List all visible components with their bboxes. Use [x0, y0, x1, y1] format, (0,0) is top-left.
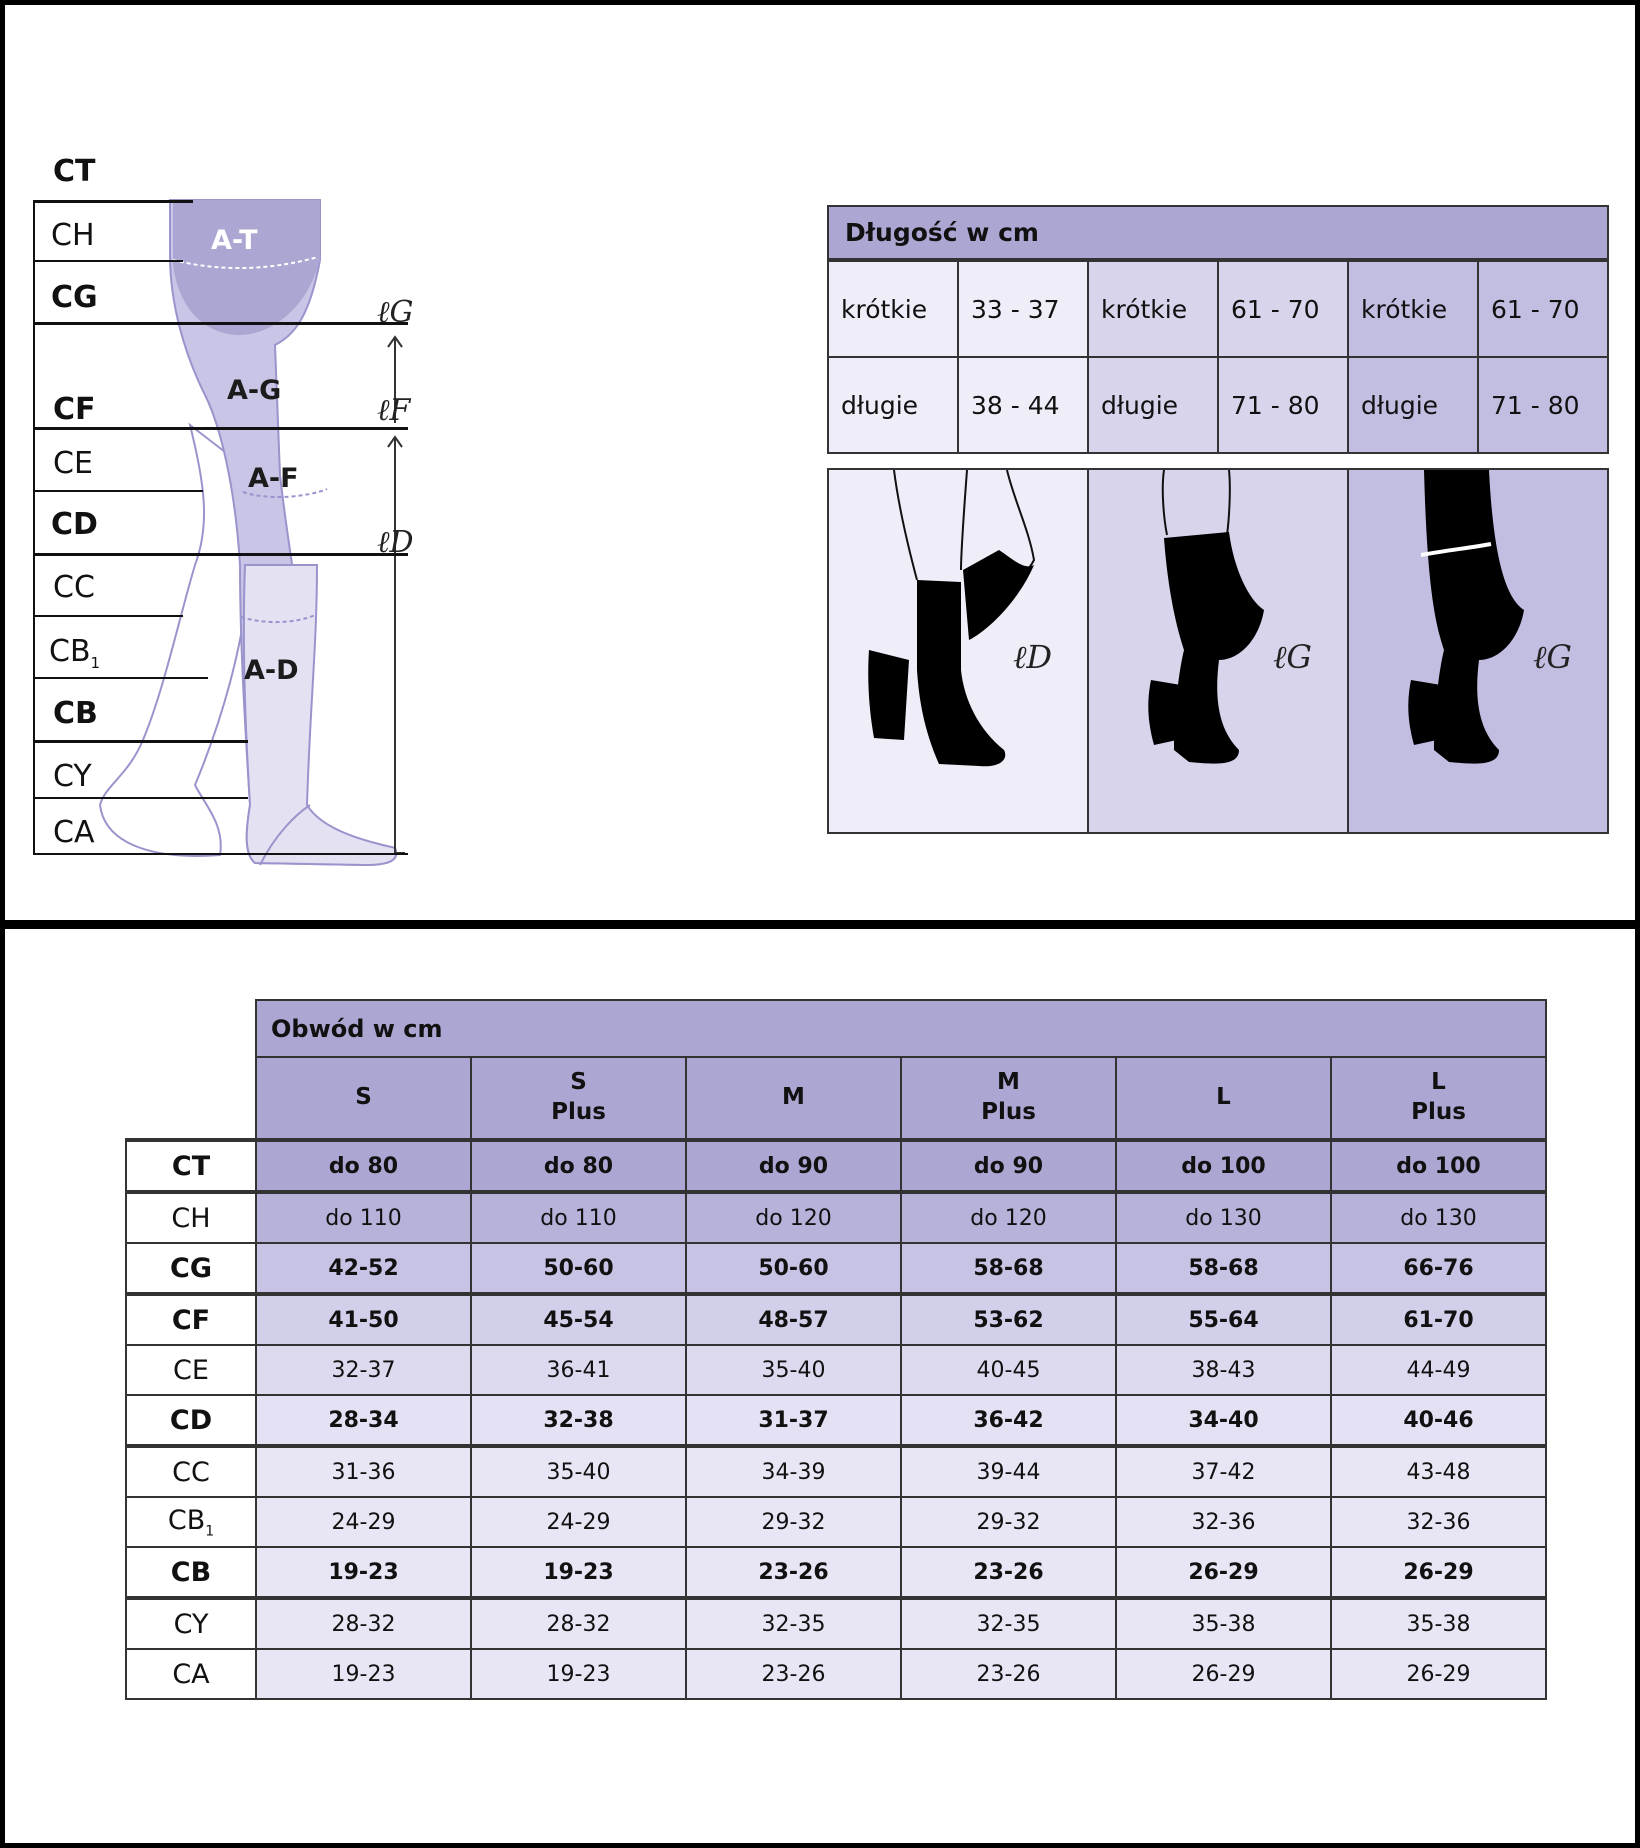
size-col-line1: S — [355, 1084, 372, 1111]
size-row-cf — [126, 1294, 1546, 1345]
size-row-label — [126, 1547, 256, 1598]
size-cell: 50-60 — [686, 1243, 901, 1294]
size-cell: do 120 — [901, 1192, 1116, 1243]
size-row-label — [126, 1395, 256, 1446]
line-cb — [33, 740, 248, 743]
row-label-text: CY — [173, 1608, 209, 1640]
length-section — [827, 205, 1609, 834]
size-cell: 37-42 — [1116, 1446, 1331, 1497]
table-cell: długie — [828, 357, 958, 453]
zone-a-t: A-T — [211, 225, 258, 256]
measure-point-cf: CF — [53, 392, 96, 427]
line-ce — [33, 490, 203, 492]
row-label-text: CH — [171, 1202, 211, 1234]
row-label-text: CT — [171, 1150, 211, 1182]
size-column-header — [686, 1057, 901, 1140]
length-image-label: ℓG — [1533, 638, 1572, 676]
size-col-line2: Plus — [1411, 1099, 1466, 1125]
size-cell: 58-68 — [901, 1243, 1116, 1294]
size-cell: do 130 — [1116, 1192, 1331, 1243]
size-cell: do 90 — [686, 1140, 901, 1192]
row-label-sub: 1 — [205, 1523, 215, 1540]
size-row-label — [126, 1598, 256, 1649]
table-cell: 38 - 44 — [958, 357, 1088, 453]
row-label-text: CB — [167, 1504, 206, 1536]
measure-point-cy: CY — [53, 759, 92, 794]
size-cell: do 110 — [471, 1192, 686, 1243]
size-row-ch — [126, 1192, 1546, 1243]
size-row-cb — [126, 1547, 1546, 1598]
size-col-line2: Plus — [551, 1099, 606, 1125]
size-row-label — [126, 1243, 256, 1294]
size-cell: 28-32 — [256, 1598, 471, 1649]
size-cell: do 80 — [256, 1140, 471, 1192]
length-image-thigh-belt — [1349, 470, 1607, 832]
size-cell: 23-26 — [901, 1547, 1116, 1598]
size-cell: 35-38 — [1331, 1598, 1546, 1649]
size-cell: 32-36 — [1116, 1497, 1331, 1547]
size-table-body — [126, 1140, 1546, 1699]
line-cb1 — [33, 677, 208, 679]
length-table — [827, 260, 1609, 454]
size-cell: 42-52 — [256, 1243, 471, 1294]
top-panel — [5, 5, 1635, 920]
row-label-text: CA — [172, 1658, 210, 1690]
size-cell: 26-29 — [1116, 1547, 1331, 1598]
size-cell: 26-29 — [1331, 1649, 1546, 1699]
line-cc — [33, 615, 183, 617]
measure-point-ca: CA — [53, 815, 95, 850]
size-cell: 24-29 — [256, 1497, 471, 1547]
row-label-text: CF — [171, 1304, 211, 1336]
bottom-panel — [5, 929, 1635, 1843]
length-image-knee — [829, 470, 1089, 832]
size-row-label — [126, 1140, 256, 1192]
measure-point-cb1 — [49, 634, 101, 672]
size-cell: 38-43 — [1116, 1345, 1331, 1395]
size-cell: 19-23 — [471, 1547, 686, 1598]
size-cell: 28-34 — [256, 1395, 471, 1446]
size-column-header — [901, 1057, 1116, 1140]
length-image-label: ℓD — [1013, 638, 1052, 676]
size-cell: 39-44 — [901, 1446, 1116, 1497]
size-col-line1: L — [1216, 1084, 1231, 1111]
size-cell: 19-23 — [256, 1547, 471, 1598]
size-table — [125, 999, 1547, 1700]
size-row-label — [126, 1446, 256, 1497]
zone-a-f: A-F — [248, 463, 299, 494]
size-cell: 45-54 — [471, 1294, 686, 1345]
size-row-ca — [126, 1649, 1546, 1699]
length-image-thigh — [1089, 470, 1349, 832]
size-cell: 32-38 — [471, 1395, 686, 1446]
size-cell: 43-48 — [1331, 1446, 1546, 1497]
size-cell: 50-60 — [471, 1243, 686, 1294]
size-table-title-row — [126, 1000, 1546, 1057]
size-cell: 44-49 — [1331, 1345, 1546, 1395]
line-ca — [33, 853, 408, 855]
size-cell: 29-32 — [686, 1497, 901, 1547]
size-cell: 24-29 — [471, 1497, 686, 1547]
size-cell: 32-37 — [256, 1345, 471, 1395]
size-cell: 31-37 — [686, 1395, 901, 1446]
size-cell: do 100 — [1331, 1140, 1546, 1192]
size-cell: do 130 — [1331, 1192, 1546, 1243]
size-cell: do 100 — [1116, 1140, 1331, 1192]
size-column-header — [1331, 1057, 1546, 1140]
size-cell: 35-40 — [686, 1345, 901, 1395]
size-row-ct — [126, 1140, 1546, 1192]
size-row-label — [126, 1294, 256, 1345]
size-cell: 34-40 — [1116, 1395, 1331, 1446]
line-cy — [33, 797, 248, 799]
length-images — [827, 468, 1609, 834]
length-image-label: ℓG — [1273, 638, 1312, 676]
size-cell: 23-26 — [686, 1649, 901, 1699]
table-cell: długie — [1348, 357, 1478, 453]
size-cell: 29-32 — [901, 1497, 1116, 1547]
left-axis — [33, 200, 35, 855]
size-cell: 48-57 — [686, 1294, 901, 1345]
size-cell: do 80 — [471, 1140, 686, 1192]
size-cell: 23-26 — [901, 1649, 1116, 1699]
table-cell: 71 - 80 — [1218, 357, 1348, 453]
table-cell: krótkie — [1088, 261, 1218, 357]
size-row-cb1 — [126, 1497, 1546, 1547]
size-cell: 35-40 — [471, 1446, 686, 1497]
size-col-line1: L — [1431, 1069, 1446, 1096]
cb1-sub: 1 — [90, 654, 101, 672]
size-cell: 26-29 — [1116, 1649, 1331, 1699]
size-row-cy — [126, 1598, 1546, 1649]
size-cell: 61-70 — [1331, 1294, 1546, 1345]
table-cell: 71 - 80 — [1478, 357, 1608, 453]
size-row-cg — [126, 1243, 1546, 1294]
size-row-ce — [126, 1345, 1546, 1395]
size-cell: do 90 — [901, 1140, 1116, 1192]
zone-a-d: A-D — [244, 655, 299, 686]
size-row-label — [126, 1497, 256, 1547]
size-cell: do 110 — [256, 1192, 471, 1243]
row-label-text: CB — [170, 1556, 212, 1588]
size-header-row — [126, 1057, 1546, 1140]
size-cell: 66-76 — [1331, 1243, 1546, 1294]
length-lg-label: ℓG — [377, 295, 414, 330]
table-cell: 33 - 37 — [958, 261, 1088, 357]
table-row — [828, 357, 1608, 453]
size-table-wrapper — [125, 999, 1547, 1700]
measure-point-ch: CH — [51, 218, 95, 253]
size-cell: 32-35 — [901, 1598, 1116, 1649]
corner-cell — [126, 1057, 256, 1140]
size-cell: 26-29 — [1331, 1547, 1546, 1598]
length-lf-label: ℓF — [377, 393, 411, 428]
measure-point-cg: CG — [51, 280, 98, 315]
size-table-title: Obwód w cm — [256, 1000, 1546, 1057]
size-cell: 19-23 — [471, 1649, 686, 1699]
table-cell: krótkie — [828, 261, 958, 357]
table-cell: 61 - 70 — [1218, 261, 1348, 357]
size-row-cc — [126, 1446, 1546, 1497]
size-cell: 34-39 — [686, 1446, 901, 1497]
measure-point-ct: CT — [53, 154, 96, 189]
zone-a-g: A-G — [227, 375, 282, 406]
size-cell: 32-35 — [686, 1598, 901, 1649]
measure-point-ce: CE — [53, 446, 93, 481]
size-cell: 35-38 — [1116, 1598, 1331, 1649]
size-cell: 23-26 — [686, 1547, 901, 1598]
size-column-header — [256, 1057, 471, 1140]
corner-cell — [126, 1000, 256, 1057]
measure-point-cd: CD — [51, 507, 98, 542]
table-cell: długie — [1088, 357, 1218, 453]
measure-point-cc: CC — [53, 570, 95, 605]
size-cell: do 120 — [686, 1192, 901, 1243]
size-cell: 19-23 — [256, 1649, 471, 1699]
size-cell: 31-36 — [256, 1446, 471, 1497]
row-label-text: CG — [170, 1252, 212, 1284]
line-ct — [33, 200, 193, 203]
length-ld-label: ℓD — [377, 525, 414, 560]
size-cell: 53-62 — [901, 1294, 1116, 1345]
size-col-line1: S — [570, 1069, 587, 1096]
size-column-header — [471, 1057, 686, 1140]
row-label-text: CC — [172, 1456, 210, 1488]
size-col-line1: M — [997, 1069, 1020, 1096]
size-cell: 40-45 — [901, 1345, 1116, 1395]
leg-measurement-diagram — [5, 5, 465, 920]
table-cell: 61 - 70 — [1478, 261, 1608, 357]
size-row-cd — [126, 1395, 1546, 1446]
row-label-text: CE — [173, 1354, 209, 1386]
size-cell: 28-32 — [471, 1598, 686, 1649]
line-cf — [33, 427, 408, 430]
size-col-line2: Plus — [981, 1099, 1036, 1125]
size-column-header — [1116, 1057, 1331, 1140]
size-row-label — [126, 1345, 256, 1395]
line-cg — [33, 322, 408, 325]
size-cell: 36-41 — [471, 1345, 686, 1395]
size-col-line1: M — [782, 1084, 805, 1111]
line-ch — [33, 260, 183, 262]
size-cell: 58-68 — [1116, 1243, 1331, 1294]
measure-point-cb: CB — [53, 696, 98, 731]
size-cell: 41-50 — [256, 1294, 471, 1345]
line-cd — [33, 553, 408, 556]
size-cell: 40-46 — [1331, 1395, 1546, 1446]
size-cell: 55-64 — [1116, 1294, 1331, 1345]
table-cell: krótkie — [1348, 261, 1478, 357]
size-cell: 36-42 — [901, 1395, 1116, 1446]
size-cell: 32-36 — [1331, 1497, 1546, 1547]
size-row-label — [126, 1192, 256, 1243]
cb1-text: CB — [49, 634, 91, 669]
row-label-text: CD — [169, 1404, 213, 1436]
length-table-title: Długość w cm — [827, 205, 1609, 260]
table-row — [828, 261, 1608, 357]
size-row-label — [126, 1649, 256, 1699]
